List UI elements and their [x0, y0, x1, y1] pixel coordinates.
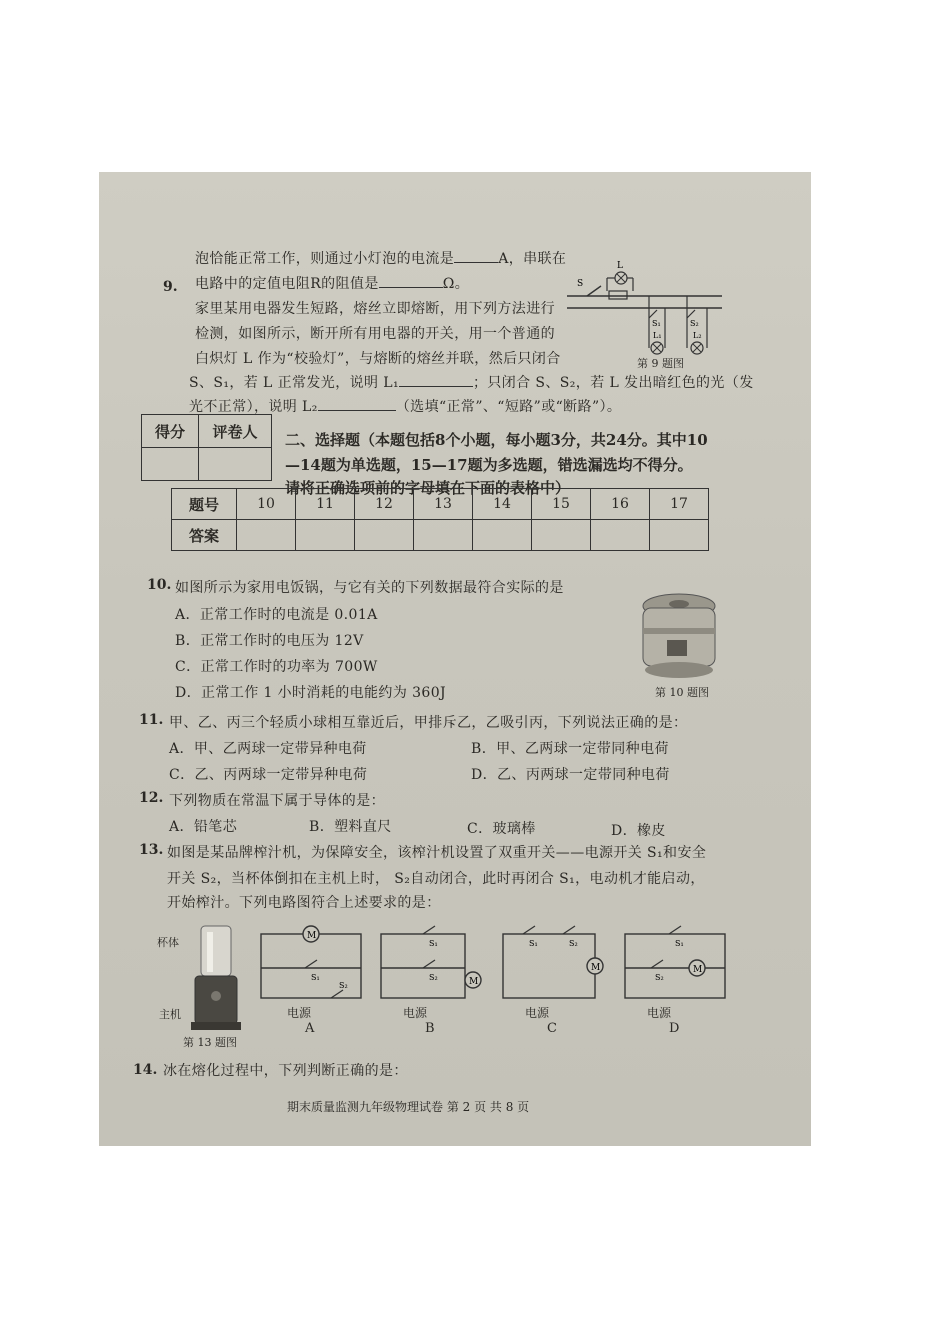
circuit-c-letter: C	[547, 1021, 557, 1036]
q12-option-c: C．玻璃棒	[467, 821, 536, 837]
q9-fig-label-l: L	[617, 261, 623, 271]
q9-fig-label-s: S	[577, 279, 584, 289]
circuit-a-diagram	[257, 924, 367, 1004]
answer-cell-11[interactable]	[296, 520, 355, 551]
circuit-a-s1: S₁	[311, 973, 320, 982]
section2-line3: 请将正确选项前的字母填在下面的表格中）	[285, 479, 571, 497]
q9-blank-l1	[399, 372, 473, 387]
q8-line2-tail: Ω。	[442, 276, 470, 292]
q8-line2-text: 电路中的定值电阻R的阻值是	[195, 276, 379, 292]
juicer-label-cup: 杯体	[157, 936, 179, 949]
q10-option-c: C．正常工作时的功率为 700W	[175, 659, 378, 675]
answer-table	[171, 488, 709, 551]
q12-option-d: D．橡皮	[611, 823, 666, 839]
q8-blank-resistance	[379, 273, 443, 288]
q12-stem: 下列物质在常温下属于导体的是：	[169, 793, 385, 809]
answer-cell-14[interactable]	[473, 520, 532, 551]
q11-stem: 甲、乙、丙三个轻质小球相互靠近后，甲排斥乙，乙吸引丙，下列说法正确的是：	[169, 715, 688, 731]
q9-figure-caption: 第 9 题图	[637, 357, 684, 370]
grader-header: 评卷人	[199, 415, 272, 448]
circuit-c-power: 电源	[525, 1006, 550, 1020]
circuit-d-motor: M	[693, 965, 703, 975]
q9-line2: 检测，如图所示，断开所有用电器的开关，用一个普通的	[195, 326, 555, 342]
q9-line1: 家里某用电器发生短路，熔丝立即熔断，用下列方法进行	[195, 301, 555, 317]
circuit-b-diagram	[377, 924, 487, 1004]
circuit-b-power: 电源	[403, 1006, 428, 1020]
circuit-c-s1: S₁	[529, 939, 538, 948]
answer-cell-15[interactable]	[532, 520, 591, 551]
circuit-a-motor: M	[307, 931, 317, 941]
q8-line1	[195, 248, 566, 268]
q9-line4	[189, 372, 754, 392]
juicer-image	[187, 924, 247, 1034]
q9-line3: 白炽灯 L 作为“校验灯”，与熔断的熔丝并联，然后只闭合	[195, 351, 561, 367]
answer-cell-17[interactable]	[650, 520, 709, 551]
juicer-label-base: 主机	[159, 1008, 181, 1021]
score-table	[141, 414, 272, 481]
q10-figure-caption: 第 10 题图	[655, 686, 709, 699]
q11-option-a: A．甲、乙两球一定带异种电荷	[169, 741, 367, 757]
answer-cell-10[interactable]	[237, 520, 296, 551]
q9-fig-label-s1: S₁	[652, 319, 661, 328]
q8-line1-tail: A，串联在	[498, 251, 567, 267]
circuit-a-s2: S₂	[339, 981, 348, 990]
circuit-d-s2: S₂	[655, 973, 664, 982]
circuit-d-power: 电源	[647, 1006, 672, 1020]
q8-line1-text: 泡恰能正常工作，则通过小灯泡的电流是	[195, 251, 455, 267]
circuit-d-s1: S₁	[675, 939, 684, 948]
page-footer: 期末质量监测九年级物理试卷 第 2 页 共 8 页	[287, 1100, 530, 1114]
q11-option-c: C．乙、丙两球一定带异种电荷	[169, 767, 368, 783]
circuit-b-motor: M	[469, 977, 479, 987]
q9-line4-text: S、S₁，若 L 正常发光，说明 L₁	[189, 375, 399, 391]
circuit-d-diagram	[621, 924, 731, 1004]
q13-line3: 开始榨汁。下列电路图符合上述要求的是：	[167, 895, 441, 911]
score-cell[interactable]	[142, 448, 199, 481]
answer-table-number: 13	[414, 489, 473, 520]
q9-blank-l2	[318, 396, 396, 411]
circuit-c-motor: M	[591, 963, 601, 973]
q11-number: 11.	[139, 712, 164, 728]
circuit-c-s2: S₂	[569, 939, 578, 948]
answer-table-answer-label: 答案	[172, 520, 237, 551]
q8-blank-current	[454, 248, 498, 263]
q9-line5	[189, 396, 621, 416]
q10-option-b: B．正常工作时的电压为 12V	[175, 633, 364, 649]
circuit-b-s2: S₂	[429, 973, 438, 982]
q13-figure-caption: 第 13 题图	[183, 1036, 237, 1049]
circuit-a-power: 电源	[287, 1006, 312, 1020]
rice-cooker-image	[637, 590, 721, 686]
q12-number: 12.	[139, 790, 164, 806]
answer-table-number: 17	[650, 489, 709, 520]
answer-cell-12[interactable]	[355, 520, 414, 551]
q14-stem: 冰在熔化过程中，下列判断正确的是：	[163, 1063, 408, 1079]
answer-table-number: 16	[591, 489, 650, 520]
score-header: 得分	[142, 415, 199, 448]
answer-table-number-label: 题号	[172, 489, 237, 520]
q9-fig-label-s2: S₂	[690, 319, 699, 328]
answer-table-number: 14	[473, 489, 532, 520]
answer-table-number: 12	[355, 489, 414, 520]
q11-option-b: B．甲、乙两球一定带同种电荷	[471, 741, 669, 757]
q9-circuit-diagram	[567, 256, 727, 366]
q9-line5-tail: （选填“正常”、“短路”或“断路”）。	[395, 399, 622, 415]
q10-stem: 如图所示为家用电饭锅，与它有关的下列数据最符合实际的是	[175, 580, 564, 596]
q9-line5-text: 光不正常），说明 L₂	[189, 399, 318, 415]
q9-line4-tail: ；只闭合 S、S₂，若 L 发出暗红色的光（发	[472, 375, 754, 391]
exam-paper	[99, 172, 811, 1146]
q10-option-a: A．正常工作时的电流是 0.01A	[175, 607, 378, 623]
answer-table-number: 15	[532, 489, 591, 520]
q10-option-d: D．正常工作 1 小时消耗的电能约为 360J	[175, 685, 447, 701]
answer-cell-16[interactable]	[591, 520, 650, 551]
circuit-c-diagram	[499, 924, 609, 1004]
q12-option-b: B．塑料直尺	[309, 819, 392, 835]
q8-line2	[195, 273, 469, 293]
q9-number: 9.	[163, 279, 178, 295]
q11-option-d: D．乙、丙两球一定带同种电荷	[471, 767, 670, 783]
q12-option-a: A．铅笔芯	[169, 819, 238, 835]
circuit-d-letter: D	[669, 1021, 680, 1036]
answer-table-number: 11	[296, 489, 355, 520]
q10-number: 10.	[147, 577, 172, 593]
q13-line2: 开关 S₂，当杯体倒扣在主机上时， S₂自动闭合，此时再闭合 S₁，电动机才能启动，	[167, 871, 705, 887]
circuit-a-letter: A	[305, 1021, 315, 1036]
q13-line1: 如图是某品牌榨汁机，为保障安全，该榨汁机设置了双重开关——电源开关 S₁和安全	[167, 845, 707, 861]
circuit-b-letter: B	[425, 1021, 435, 1036]
q13-number: 13.	[139, 842, 164, 858]
grader-cell[interactable]	[199, 448, 272, 481]
section2-line1: 二、选择题（本题包括8个小题，每小题3分，共24分。其中10	[285, 431, 708, 449]
q14-number: 14.	[133, 1062, 158, 1078]
answer-table-number: 10	[237, 489, 296, 520]
q9-fig-label-l2: L₂	[693, 331, 702, 340]
section2-line2: —14题为单选题，15—17题为多选题，错选漏选均不得分。	[285, 456, 693, 474]
circuit-b-s1: S₁	[429, 939, 438, 948]
q9-fig-label-l1: L₁	[653, 331, 662, 340]
answer-cell-13[interactable]	[414, 520, 473, 551]
